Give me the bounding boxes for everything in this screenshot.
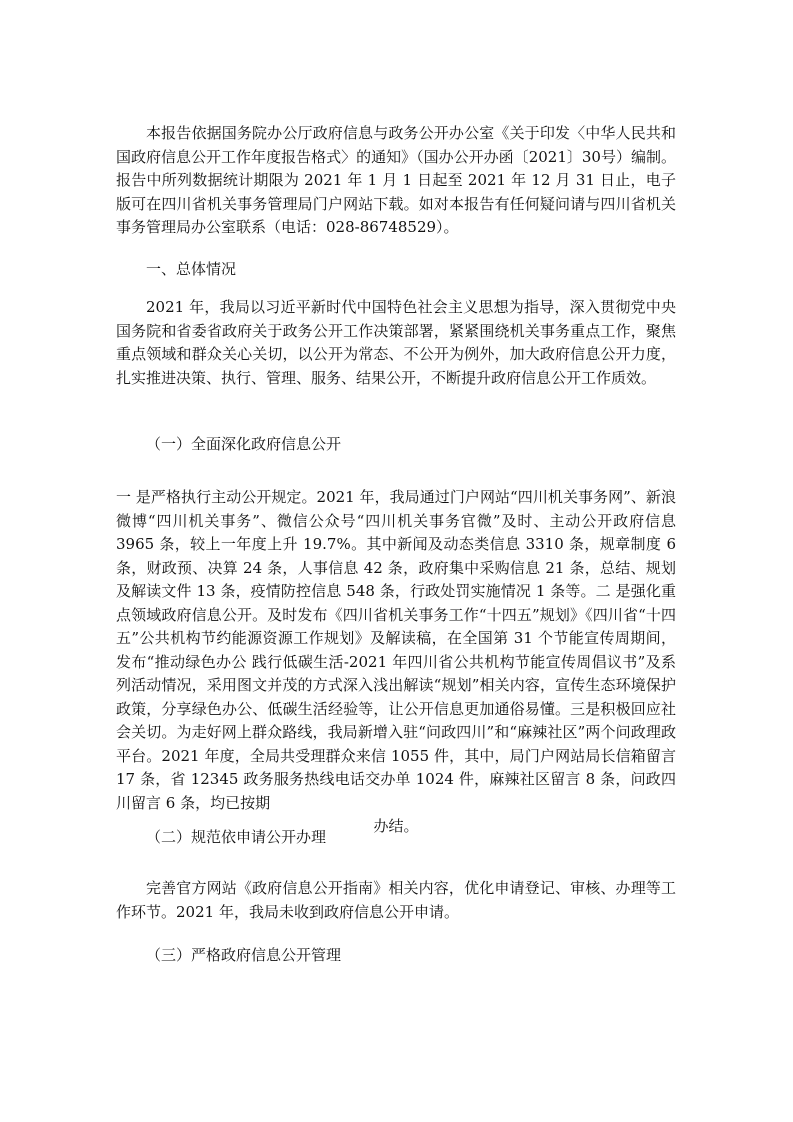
subsection-1-end-text: 办结。 — [373, 817, 419, 835]
section-heading-overview: 一、总体情况 — [146, 260, 237, 278]
subsection-1-body — [116, 486, 676, 839]
subsection-heading-3: （三）严格政府信息公开管理 — [146, 946, 342, 964]
subsection-1-main-text: 一 是严格执行主动公开规定。2021 年，我局通过门户网站“四川机关事务网”、新浪微博“四川机关事务”、微信公众号“四川机关事务官微”及时、主动公开政府信息 3965 条，较上一年度上升 19.7%。其中新闻及动态类信息 3310 条，规章制度 6 条，财政预、决算 24 条，人事信息 42 条，政府集中采购信息 21 条，总结、规划及解读文件 13 条，疫情防控信息 548 条，行政处罚实施情况 1 条等。二 是强化重点领域政府信息公开。及时发布《四川省机关事务工作“十四五”规划》《四川省“十四五”公共机构节约能源资源工作规划》及解读稿，在全国第 31 个节能宣传周期间，发布“推动绿色办公 践行低碳生活-2021 年四川省公共机构节能宣传周倡议书”及系列活动情况，采用图文并茂的方式深入浅出解读“规划”相关内容，宣传生态环境保护政策，分享绿色办公、低碳生活经验等，让公开信息更加通俗易懂。三是积极回应社会关切。为走好网上群众路线，我局新增入驻“问政四川”和“麻辣社区”两个问政理政平台。2021 年度，全局共受理群众来信 1055 件，其中，局门户网站局长信箱留言 17 条，省 12345 政务服务热线电话交办单 1024 件，麻辣社区留言 8 条，问政四川留言 6 条，均已按期 — [116, 488, 676, 812]
subsection-2-paragraph: 完善官方网站《政府信息公开指南》相关内容，优化申请登记、审核、办理等工作环节。2021 年，我局未收到政府信息公开申请。 — [116, 879, 676, 921]
subsection-heading-1: （一）全面深化政府信息公开 — [146, 435, 342, 453]
overview-paragraph: 2021 年，我局以习近平新时代中国特色社会主义思想为指导，深入贯彻党中央国务院和省委省政府关于政务公开工作决策部署，紧紧围绕机关事务重点工作，聚焦重点领域和群众关心关切，以公开为常态、不公开为例外，加大政府信息公开力度，扎实推进决策、执行、管理、服务、结果公开，不断提升政府信息公开工作质效。 — [116, 298, 676, 387]
subsection-heading-2: （二）规范依申请公开办理 — [146, 828, 327, 846]
intro-paragraph: 本报告依据国务院办公厅政府信息与政务公开办公室《关于印发〈中华人民共和国政府信息公开工作年度报告格式〉的通知》（国办公开办函〔2021〕30号）编制。报告中所列数据统计期限为 2021 年 1 月 1 日起至 2021 年 12 月 31 日止，电子版可在四川省机关事务管理局门户网站下载。如对本报告有任何疑问请与四川省机关事务管理局办公室联系（电话：028-86748529）。 — [116, 124, 676, 236]
